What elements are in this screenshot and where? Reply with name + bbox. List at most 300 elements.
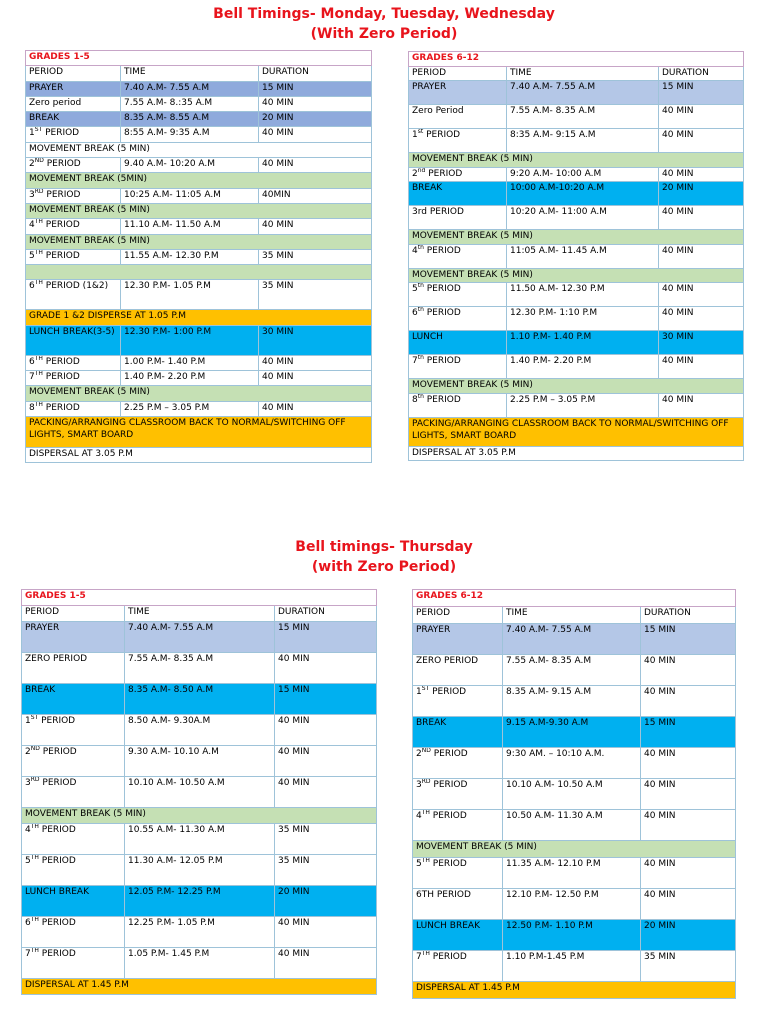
time-cell: 1.40 P.M- 2.20 P.M — [507, 355, 659, 379]
period-cell — [22, 777, 125, 808]
period-text: Zero Period — [412, 106, 464, 116]
period-text: PRAYER — [416, 625, 451, 635]
period-suffix: PERIOD — [38, 918, 76, 928]
duration-cell: 40 MIN — [659, 206, 744, 230]
table-row — [26, 386, 372, 401]
period-text: 6TH PERIOD — [416, 890, 471, 900]
duration-cell: 40 MIN — [275, 746, 377, 777]
period-text: 1 — [29, 128, 35, 139]
time-cell: 1.05 P.M- 1.45 P.M — [125, 948, 275, 979]
time-cell: 9:30 AM. – 10:10 A.M. — [503, 748, 641, 779]
period-cell — [413, 748, 503, 779]
span-note: GRADE 1 &2 DISPERSE AT 1.05 P.M — [26, 310, 372, 325]
table-row — [409, 153, 744, 168]
time-cell: 9.15 A.M-9.30 A.M — [503, 717, 641, 748]
ordinal-suffix: ND — [421, 747, 431, 754]
table-row — [409, 393, 744, 417]
duration-cell: 40 MIN — [259, 96, 372, 111]
time-cell: 9.30 A.M- 10.10 A.M — [125, 746, 275, 777]
duration-cell: 40 MIN — [275, 917, 377, 948]
table-row — [413, 951, 736, 982]
table-row — [409, 230, 744, 245]
period-cell — [26, 249, 121, 264]
span-note: MOVEMENT BREAK (5 MIN) — [26, 142, 372, 157]
ordinal-suffix: TH — [34, 355, 43, 362]
period-text: 2 — [25, 747, 31, 757]
period-text: 7 — [29, 372, 35, 383]
period-suffix: PERIOD — [42, 250, 80, 261]
time-cell: 1.40 P.M- 2.20 P.M — [121, 371, 259, 386]
duration-cell: 40 MIN — [659, 244, 744, 268]
period-text: 6 — [25, 918, 31, 928]
period-suffix: PERIOD — [39, 778, 77, 788]
ordinal-suffix: ST — [421, 685, 430, 692]
period-cell — [409, 105, 507, 129]
table-row — [26, 416, 372, 447]
ordinal-suffix: TH — [34, 249, 43, 256]
duration-cell: 35 MIN — [641, 951, 736, 982]
table-row — [409, 268, 744, 283]
period-cell — [409, 393, 507, 417]
period-text: 5 — [29, 250, 35, 261]
period-text: 5 — [416, 859, 422, 869]
period-suffix: PERIOD — [425, 168, 463, 179]
time-cell: 12.30 P.M- 1.05 P.M — [121, 280, 259, 310]
table-row — [22, 684, 377, 715]
time-cell: 2.25 P.M – 3.05 P.M — [121, 401, 259, 416]
duration-cell: 40 MIN — [659, 105, 744, 129]
time-cell: 11.50 A.M- 12.30 P.M — [507, 283, 659, 307]
duration-cell: 40 MIN — [641, 889, 736, 920]
period-text: 3rd PERIOD — [412, 207, 464, 217]
table-row — [22, 824, 377, 855]
table-row — [22, 917, 377, 948]
ordinal-suffix: TH — [34, 370, 43, 378]
table-row — [409, 105, 744, 129]
time-header: TIME — [125, 606, 275, 622]
time-cell: 9.40 A.M- 10:20 A.M — [121, 158, 259, 173]
period-suffix: PERIOD — [38, 716, 76, 726]
period-suffix: PERIOD (1&2) — [42, 281, 109, 292]
period-suffix: PERIOD — [43, 159, 81, 170]
period-cell — [26, 81, 121, 96]
table-row — [413, 810, 736, 841]
period-cell — [22, 653, 125, 684]
time-cell: 12.05 P.M- 12.25 P.M — [125, 886, 275, 917]
period-cell — [26, 401, 121, 416]
ordinal-suffix: nd — [417, 167, 426, 174]
period-text: 6 — [29, 356, 35, 367]
period-text: 7 — [25, 949, 31, 959]
table-header-row — [22, 606, 377, 622]
table-row — [409, 206, 744, 230]
period-cell — [26, 158, 121, 173]
duration-cell: 40 MIN — [275, 715, 377, 746]
table-title-row — [22, 590, 377, 606]
table-row — [413, 655, 736, 686]
period-cell — [409, 331, 507, 355]
duration-cell: 15 MIN — [641, 624, 736, 655]
time-header: TIME — [503, 607, 641, 624]
period-suffix: PERIOD — [429, 952, 467, 962]
table-row — [26, 203, 372, 218]
period-cell — [413, 655, 503, 686]
table-row — [26, 96, 372, 111]
period-text: 3 — [25, 778, 31, 788]
duration-cell: 40 MIN — [659, 393, 744, 417]
period-cell — [26, 96, 121, 111]
ordinal-suffix: th — [417, 244, 424, 251]
table-row — [409, 379, 744, 394]
duration-header: DURATION — [259, 66, 372, 81]
period-cell — [409, 167, 507, 182]
table-title-row — [413, 590, 736, 607]
time-cell: 7.40 A.M- 7.55 A.M — [125, 622, 275, 653]
schedule-table-thu-6-12 — [412, 589, 736, 999]
time-cell: 12.25 P.M- 1.05 P.M — [125, 917, 275, 948]
ordinal-suffix: TH — [421, 809, 430, 816]
span-note: MOVEMENT BREAK (5 MIN) — [26, 234, 372, 249]
ordinal-suffix: th — [417, 393, 424, 400]
period-header: PERIOD — [413, 607, 503, 624]
table-row — [409, 355, 744, 379]
duration-cell: 35 MIN — [259, 249, 372, 264]
time-cell: 1.00 P.M- 1.40 P.M — [121, 355, 259, 370]
period-cell — [409, 206, 507, 230]
duration-cell: 40 MIN — [659, 283, 744, 307]
period-text: 2 — [412, 168, 418, 179]
period-suffix: PERIOD — [430, 749, 468, 759]
time-header: TIME — [507, 66, 659, 81]
span-note: MOVEMENT BREAK (5 MIN) — [26, 203, 372, 218]
period-cell — [26, 127, 121, 142]
period-cell — [413, 779, 503, 810]
period-text: LUNCH — [412, 332, 443, 342]
table-title-row — [409, 52, 744, 67]
period-text: 3 — [29, 189, 35, 200]
span-note: DISPERSAL AT 3.05 P.M — [26, 447, 372, 462]
time-cell: 7.55 A.M- 8.:35 A.M — [121, 96, 259, 111]
period-cell — [26, 280, 121, 310]
table-row — [26, 219, 372, 234]
period-cell — [413, 920, 503, 951]
period-suffix: PERIOD — [38, 825, 76, 835]
schedule-table-mtw-6-12 — [408, 51, 744, 461]
time-cell: 1.10 P.M-1.45 P.M — [503, 951, 641, 982]
time-cell: 8.50 A.M- 9.30A.M — [125, 715, 275, 746]
ordinal-suffix: TH — [421, 950, 430, 957]
time-cell: 8.35 A.M- 8.50 A.M — [125, 684, 275, 715]
ordinal-suffix: TH — [34, 279, 43, 287]
period-cell — [22, 824, 125, 855]
table-row — [409, 446, 744, 461]
table-title-row — [26, 51, 372, 66]
table-row — [26, 325, 372, 355]
time-cell: 8:55 A.M- 9:35 A.M — [121, 127, 259, 142]
period-text: 7 — [416, 952, 422, 962]
table-row — [409, 182, 744, 206]
period-cell — [409, 355, 507, 379]
span-note: DISPERSAL AT 1.45 P.M — [413, 982, 736, 999]
time-cell: 11.10 A.M- 11.50 A.M — [121, 219, 259, 234]
time-cell: 12.30 P.M- 1:10 P.M — [507, 307, 659, 331]
period-suffix: PERIOD — [423, 245, 461, 256]
period-suffix: PERIOD — [39, 747, 77, 757]
mtw-title-line2: (With Zero Period) — [310, 26, 458, 42]
grade-title: GRADES 1-5 — [26, 51, 372, 66]
table-row — [26, 142, 372, 157]
ordinal-suffix: ND — [34, 157, 44, 165]
duration-cell: 40 MIN — [259, 158, 372, 173]
period-suffix: PERIOD — [429, 687, 467, 697]
table-row — [22, 808, 377, 824]
duration-cell: 15 MIN — [275, 684, 377, 715]
period-cell — [413, 951, 503, 982]
duration-cell: 40 MIN — [641, 810, 736, 841]
period-text: LUNCH BREAK — [25, 887, 89, 897]
period-text: LUNCH BREAK — [416, 921, 480, 931]
period-cell — [22, 684, 125, 715]
period-suffix: PERIOD — [423, 394, 461, 405]
table-row — [413, 858, 736, 889]
span-note: MOVEMENT BREAK (5 MIN) — [413, 841, 736, 858]
span-note: MOVEMENT BREAK (5 MIN) — [409, 230, 744, 245]
period-text: 5 — [25, 856, 31, 866]
table-row — [22, 715, 377, 746]
duration-cell: 40 MIN — [641, 655, 736, 686]
table-row — [26, 265, 372, 280]
ordinal-suffix: TH — [30, 947, 39, 954]
period-text: BREAK — [25, 685, 56, 695]
time-cell: 7.55 A.M- 8.35 A.M — [503, 655, 641, 686]
period-suffix: PERIOD — [42, 128, 80, 139]
time-header: TIME — [121, 66, 259, 81]
period-suffix: PERIOD — [423, 308, 461, 318]
duration-cell: 40 MIN — [259, 127, 372, 142]
period-text: PRAYER — [25, 623, 60, 633]
span-note: MOVEMENT BREAK (5 MIN) — [409, 153, 744, 168]
table-row — [413, 748, 736, 779]
table-row — [22, 948, 377, 979]
ordinal-suffix: TH — [34, 218, 43, 226]
ordinal-suffix: st — [417, 128, 424, 135]
ordinal-suffix: TH — [30, 916, 39, 923]
table-row — [413, 841, 736, 858]
time-cell: 1.10 P.M- 1.40 P.M — [507, 331, 659, 355]
table-row — [22, 653, 377, 684]
duration-cell: 40 MIN — [659, 167, 744, 182]
table-row — [413, 982, 736, 999]
span-note: MOVEMENT BREAK (5 MIN) — [409, 379, 744, 394]
duration-cell: 40 MIN — [259, 219, 372, 234]
duration-cell: 20 MIN — [641, 920, 736, 951]
duration-cell: 20 MIN — [259, 112, 372, 127]
span-note: DISPERSAL AT 3.05 P.M — [409, 446, 744, 461]
time-cell: 7.40 A.M- 7.55 A.M — [121, 81, 259, 96]
mtw-heading — [0, 4, 768, 44]
period-suffix: PERIOD — [42, 220, 80, 231]
duration-cell: 30 MIN — [259, 325, 372, 355]
span-note: MOVEMENT BREAK (5MIN) — [26, 173, 372, 188]
time-cell: 10.55 A.M- 11.30 A.M — [125, 824, 275, 855]
ordinal-suffix: TH — [30, 854, 39, 861]
ordinal-suffix: RD — [421, 778, 431, 785]
duration-cell: 40MIN — [259, 188, 372, 203]
period-cell — [22, 746, 125, 777]
duration-cell: 20 MIN — [659, 182, 744, 206]
time-cell: 7.55 A.M- 8.35 A.M — [507, 105, 659, 129]
table-row — [26, 81, 372, 96]
duration-cell: 40 MIN — [641, 858, 736, 889]
table-header-row — [413, 607, 736, 624]
period-suffix: PERIOD — [429, 811, 467, 821]
period-text: 1 — [412, 130, 418, 140]
period-text: PRAYER — [412, 82, 447, 92]
ordinal-suffix: TH — [34, 401, 43, 408]
ordinal-suffix: th — [417, 354, 424, 361]
table-row — [26, 173, 372, 188]
period-suffix: PERIOD — [429, 859, 467, 869]
period-cell — [409, 283, 507, 307]
period-cell — [413, 858, 503, 889]
table-row — [413, 920, 736, 951]
period-cell — [413, 889, 503, 920]
period-header: PERIOD — [26, 66, 121, 81]
table-row — [409, 81, 744, 105]
table-row — [26, 401, 372, 416]
ordinal-suffix: th — [417, 282, 424, 289]
period-text: 6 — [29, 281, 35, 292]
duration-cell: 40 MIN — [259, 371, 372, 386]
duration-cell: 40 MIN — [641, 748, 736, 779]
schedule-table-mtw-1-5 — [25, 50, 372, 463]
table-row — [26, 127, 372, 142]
duration-cell: 40 MIN — [659, 129, 744, 153]
period-text: LUNCH BREAK(3-5) — [29, 326, 115, 337]
table-row — [26, 310, 372, 325]
table-row — [409, 417, 744, 446]
table-row — [409, 244, 744, 268]
time-cell: 2.25 P.M – 3.05 P.M — [507, 393, 659, 417]
time-cell: 7.55 A.M- 8.35 A.M — [125, 653, 275, 684]
duration-header: DURATION — [641, 607, 736, 624]
duration-header: DURATION — [275, 606, 377, 622]
table-row — [409, 129, 744, 153]
period-cell — [26, 371, 121, 386]
ordinal-suffix: RD — [30, 776, 40, 783]
span-note: DISPERSAL AT 1.45 P.M — [22, 979, 377, 995]
time-cell: 10.10 A.M- 10.50 A.M — [125, 777, 275, 808]
period-suffix: PERIOD — [38, 949, 76, 959]
mtw-title-line1: Bell Timings- Monday, Tuesday, Wednesday — [213, 6, 555, 22]
ordinal-suffix: ND — [30, 745, 40, 752]
period-cell — [409, 307, 507, 331]
schedule-table-thu-1-5 — [21, 589, 377, 995]
period-text: 1 — [416, 687, 422, 697]
period-text: PRAYER — [29, 82, 64, 93]
span-note: MOVEMENT BREAK (5 MIN) — [22, 808, 377, 824]
ordinal-suffix: th — [417, 306, 424, 313]
time-cell: 7.40 A.M- 7.55 A.M — [503, 624, 641, 655]
ordinal-suffix: ST — [34, 126, 43, 134]
span-note: PACKING/ARRANGING CLASSROOM BACK TO NORMAL/SWITCHING OFF LIGHTS, SMART BOARD — [26, 416, 372, 447]
table-row — [22, 777, 377, 808]
period-text: ZERO PERIOD — [25, 654, 88, 664]
duration-cell: 15 MIN — [659, 81, 744, 105]
duration-cell: 40 MIN — [275, 777, 377, 808]
table-row — [413, 779, 736, 810]
table-row — [22, 855, 377, 886]
duration-cell: 35 MIN — [259, 280, 372, 310]
period-cell — [413, 686, 503, 717]
period-cell — [26, 325, 121, 355]
period-suffix: PERIOD — [42, 372, 80, 383]
period-text: BREAK — [29, 113, 60, 124]
time-cell: 12.30 P.M- 1:00 P.M — [121, 325, 259, 355]
table-row — [409, 331, 744, 355]
duration-header: DURATION — [659, 66, 744, 81]
period-text: BREAK — [416, 718, 447, 728]
period-cell — [22, 948, 125, 979]
time-cell: 10.10 A.M- 10.50 A.M — [503, 779, 641, 810]
duration-cell: 20 MIN — [275, 886, 377, 917]
table-row — [22, 746, 377, 777]
period-text: 8 — [29, 402, 35, 413]
table-row — [26, 188, 372, 203]
period-text: 7 — [412, 356, 418, 366]
period-text: Zero period — [29, 97, 82, 108]
period-header: PERIOD — [409, 66, 507, 81]
duration-cell: 35 MIN — [275, 824, 377, 855]
duration-cell: 40 MIN — [259, 355, 372, 370]
time-cell: 12.10 P.M- 12.50 P.M — [503, 889, 641, 920]
period-text: 1 — [25, 716, 31, 726]
duration-cell: 40 MIN — [259, 401, 372, 416]
period-cell — [409, 129, 507, 153]
period-cell — [22, 855, 125, 886]
period-text: 5 — [412, 284, 418, 294]
period-text: 4 — [416, 811, 422, 821]
span-note: PACKING/ARRANGING CLASSROOM BACK TO NORMAL/SWITCHING OFF LIGHTS, SMART BOARD — [409, 417, 744, 446]
table-row — [26, 447, 372, 462]
time-cell: 10:20 A.M- 11:00 A.M — [507, 206, 659, 230]
period-cell — [26, 219, 121, 234]
time-cell: 9:20 A.M- 10:00 A.M — [507, 167, 659, 182]
period-text: 4 — [29, 220, 35, 231]
table-row — [409, 167, 744, 182]
period-suffix: PERIOD — [43, 189, 81, 200]
period-cell — [22, 715, 125, 746]
table-row — [22, 979, 377, 995]
period-suffix: PERIOD — [38, 856, 76, 866]
time-cell: 10:00 A.M-10:20 A.M — [507, 182, 659, 206]
ordinal-suffix: ST — [30, 714, 39, 721]
period-suffix: PERIOD — [423, 356, 461, 366]
table-row — [26, 234, 372, 249]
period-cell — [26, 188, 121, 203]
period-text: BREAK — [412, 183, 443, 193]
time-cell: 8.35 A.M- 8.55 A.M — [121, 112, 259, 127]
time-cell: 11.55 A.M- 12.30 P.M — [121, 249, 259, 264]
ordinal-suffix: TH — [421, 857, 430, 864]
table-row — [409, 307, 744, 331]
table-row — [26, 280, 372, 310]
table-row — [413, 889, 736, 920]
table-row — [413, 686, 736, 717]
duration-cell: 40 MIN — [641, 779, 736, 810]
table-row — [26, 355, 372, 370]
period-text: 3 — [416, 780, 422, 790]
